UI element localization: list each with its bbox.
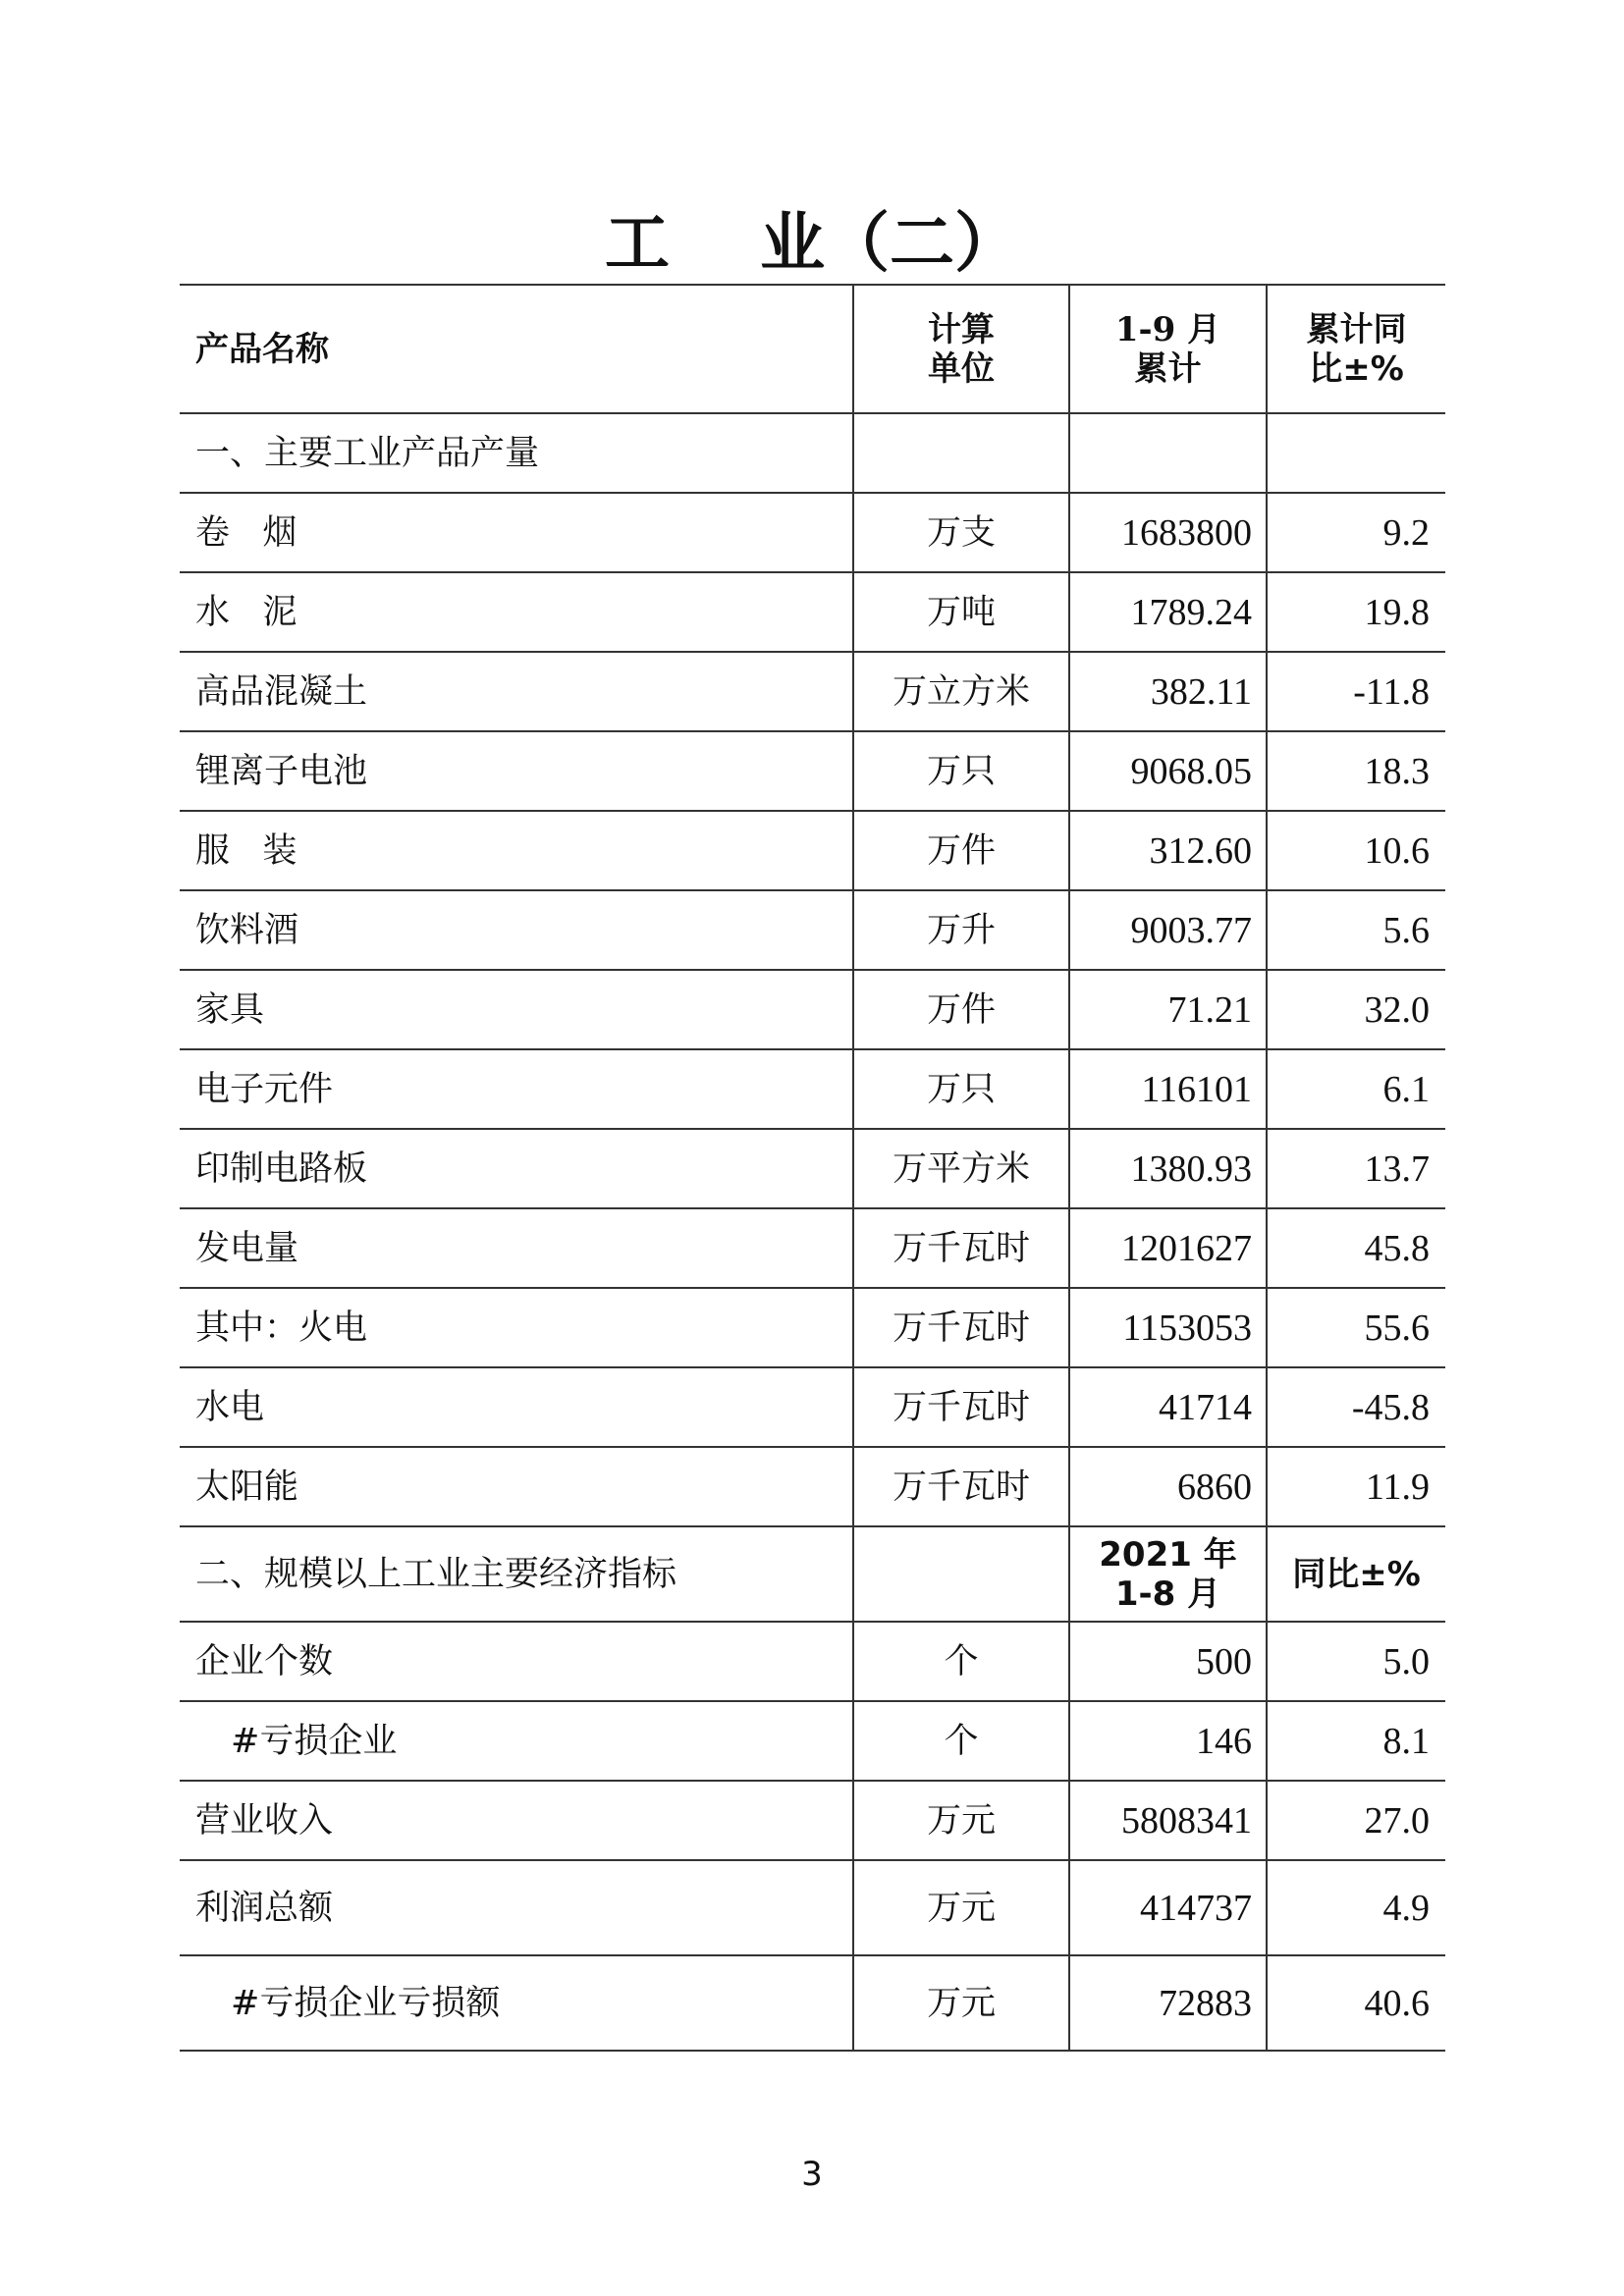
empty-cell (853, 413, 1069, 493)
unit: 万千瓦时 (853, 1447, 1069, 1526)
product-name: 高品混凝土 (180, 652, 853, 731)
yoy-change: 10.6 (1267, 811, 1445, 890)
header-product-name: 产品名称 (180, 285, 853, 413)
unit: 万千瓦时 (853, 1208, 1069, 1288)
period-value: 5808341 (1069, 1781, 1267, 1860)
industry-table (180, 284, 1445, 2052)
unit: 万件 (853, 811, 1069, 890)
yoy-change: -45.8 (1267, 1367, 1445, 1447)
table-row (180, 1129, 1445, 1208)
unit: 万吨 (853, 572, 1069, 652)
table-row (180, 1955, 1445, 2051)
product-name: 锂离子电池 (180, 731, 853, 811)
cumulative-value: 9003.77 (1069, 890, 1267, 970)
table-row (180, 811, 1445, 890)
table-row (180, 970, 1445, 1049)
period-value: 146 (1069, 1701, 1267, 1781)
table-row (180, 652, 1445, 731)
table-row (180, 1781, 1445, 1860)
empty-cell (1267, 413, 1445, 493)
page-title: 工 业（二） (605, 205, 1019, 281)
table-row (180, 890, 1445, 970)
yoy-change: -11.8 (1267, 652, 1445, 731)
header-unit: 计算 单位 (853, 285, 1069, 413)
cumulative-value: 6860 (1069, 1447, 1267, 1526)
unit: 万元 (853, 1955, 1069, 2051)
table-header-row (180, 285, 1445, 413)
empty-cell (853, 1526, 1069, 1622)
yoy-header: 同比±% (1267, 1526, 1445, 1622)
section-header-row (180, 1526, 1445, 1622)
cumulative-value: 382.11 (1069, 652, 1267, 731)
table-row (180, 1701, 1445, 1781)
product-name: 卷 烟 (180, 493, 853, 572)
unit: 万元 (853, 1860, 1069, 1955)
cumulative-value: 41714 (1069, 1367, 1267, 1447)
table-row (180, 1860, 1445, 1955)
unit: 个 (853, 1622, 1069, 1701)
unit: 万千瓦时 (853, 1367, 1069, 1447)
empty-cell (1069, 413, 1267, 493)
unit: 万千瓦时 (853, 1288, 1069, 1367)
unit: 万只 (853, 1049, 1069, 1129)
unit: 万只 (853, 731, 1069, 811)
unit: 万元 (853, 1781, 1069, 1860)
cumulative-value: 1201627 (1069, 1208, 1267, 1288)
yoy-change: 19.8 (1267, 572, 1445, 652)
yoy-change: 32.0 (1267, 970, 1445, 1049)
product-name: 太阳能 (180, 1447, 853, 1526)
unit: 万支 (853, 493, 1069, 572)
yoy-change: 13.7 (1267, 1129, 1445, 1208)
period-value: 414737 (1069, 1860, 1267, 1955)
product-name: 家具 (180, 970, 853, 1049)
unit: 万立方米 (853, 652, 1069, 731)
yoy-change: 5.6 (1267, 890, 1445, 970)
period-value: 500 (1069, 1622, 1267, 1701)
yoy-change: 4.9 (1267, 1860, 1445, 1955)
unit: 万件 (853, 970, 1069, 1049)
table-row (180, 1049, 1445, 1129)
period-header: 2021 年 1-8 月 (1069, 1526, 1267, 1622)
yoy-change: 45.8 (1267, 1208, 1445, 1288)
indicator-name: 企业个数 (180, 1622, 853, 1701)
cumulative-value: 1380.93 (1069, 1129, 1267, 1208)
cumulative-value: 1683800 (1069, 493, 1267, 572)
table-row (180, 1622, 1445, 1701)
yoy-change: 5.0 (1267, 1622, 1445, 1701)
cumulative-value: 71.21 (1069, 970, 1267, 1049)
product-name: 其中：火电 (180, 1288, 853, 1367)
table-row (180, 572, 1445, 652)
section-label: 二、规模以上工业主要经济指标 (180, 1526, 853, 1622)
cumulative-value: 9068.05 (1069, 731, 1267, 811)
period-value: 72883 (1069, 1955, 1267, 2051)
table-row (180, 1208, 1445, 1288)
indicator-name: 利润总额 (180, 1860, 853, 1955)
cumulative-value: 116101 (1069, 1049, 1267, 1129)
header-cumulative: 1-9 月 累计 (1069, 285, 1267, 413)
yoy-change: 40.6 (1267, 1955, 1445, 2051)
product-name: 水电 (180, 1367, 853, 1447)
header-yoy: 累计同 比±% (1267, 285, 1445, 413)
yoy-change: 8.1 (1267, 1701, 1445, 1781)
table-row (180, 1447, 1445, 1526)
unit: 万平方米 (853, 1129, 1069, 1208)
yoy-change: 6.1 (1267, 1049, 1445, 1129)
product-name: 水 泥 (180, 572, 853, 652)
yoy-change: 11.9 (1267, 1447, 1445, 1526)
product-name: 服 装 (180, 811, 853, 890)
product-name: 饮料酒 (180, 890, 853, 970)
yoy-change: 55.6 (1267, 1288, 1445, 1367)
table-row (180, 731, 1445, 811)
table-row (180, 1367, 1445, 1447)
table-row (180, 1288, 1445, 1367)
product-name: 印制电路板 (180, 1129, 853, 1208)
product-name: 电子元件 (180, 1049, 853, 1129)
table-row (180, 493, 1445, 572)
product-name: 发电量 (180, 1208, 853, 1288)
unit: 万升 (853, 890, 1069, 970)
section-label: 一、主要工业产品产量 (180, 413, 853, 493)
cumulative-value: 312.60 (1069, 811, 1267, 890)
yoy-change: 9.2 (1267, 493, 1445, 572)
cumulative-value: 1153053 (1069, 1288, 1267, 1367)
unit: 个 (853, 1701, 1069, 1781)
cumulative-value: 1789.24 (1069, 572, 1267, 652)
yoy-change: 18.3 (1267, 731, 1445, 811)
indicator-name: #亏损企业亏损额 (180, 1955, 853, 2051)
yoy-change: 27.0 (1267, 1781, 1445, 1860)
indicator-name: #亏损企业 (180, 1701, 853, 1781)
section-header-row (180, 413, 1445, 493)
page-number: 3 (801, 2155, 823, 2194)
indicator-name: 营业收入 (180, 1781, 853, 1860)
